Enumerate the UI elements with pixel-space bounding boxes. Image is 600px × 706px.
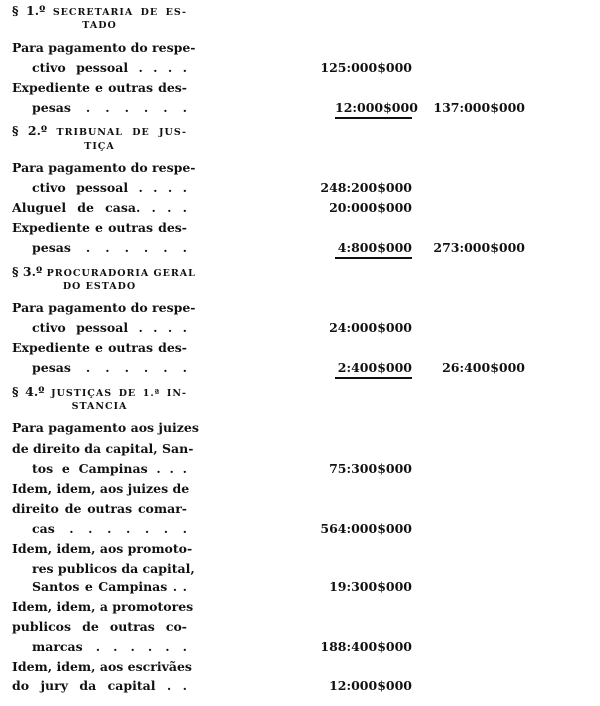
item-text: ctivo pessoal . . . . [32,180,187,195]
item-text: Idem, idem, aos promoto- [12,541,193,556]
item-text: marcas . . . . . . [32,639,187,654]
section-title-continuation: DO ESTADO [62,281,137,292]
section-total: 26:400$000 [442,360,525,375]
section-total: 273:000$000 [433,240,525,255]
section-total: 137:000$000 [433,100,525,115]
item-amount: 564:000$000 [320,521,412,536]
item-text: Idem, idem, aos juizes de [12,481,190,496]
item-text: pesas . . . . . . [32,360,187,375]
section-number: § 3.º [12,264,43,279]
item-amount: 12:000$000 [329,678,412,693]
item-text: de direito da capital, San- [12,441,194,456]
item-amount: 12:000$000 [335,100,412,119]
item-text: pesas . . . . . . [32,240,187,255]
section-title-continuation: STANCIA [71,401,128,412]
item-text: ctivo pessoal . . . . [32,320,187,335]
item-amount: 4:800$000 [335,240,412,259]
item-text: pesas . . . . . . [32,100,187,115]
item-text: Expediente e outras des- [12,220,187,235]
item-amount: 24:000$000 [329,320,412,335]
item-text: Para pagamento do respe- [12,40,196,55]
item-amount: 248:200$000 [320,180,412,195]
section-title: PROCURADORIA GERAL [46,268,196,279]
section-number: § 2.º [12,123,48,138]
item-text: Santos e Campinas . . [32,579,187,594]
item-text: do jury da capital . . [12,678,187,693]
section-title: JUSTIÇAS DE 1.ª IN- [51,388,187,399]
section-title: SECRETARIA DE ES- [52,7,187,18]
item-amount: 2:400$000 [335,360,412,379]
item-amount: 19:300$000 [329,579,412,594]
item-text: Idem, idem, a promotores [12,599,194,614]
item-text: Expediente e outras des- [12,80,187,95]
item-text: res publicos da capital, [32,561,195,576]
item-text: Para pagamento aos juizes [12,420,199,435]
item-text: Para pagamento do respe- [12,300,196,315]
item-amount: 75:300$000 [329,461,412,476]
item-amount: 20:000$000 [329,200,412,215]
item-text: cas . . . . . . . [32,521,187,536]
section-number: § 1.º [12,3,46,18]
item-text: ctivo pessoal . . . . [32,60,187,75]
item-text: Para pagamento do respe- [12,160,196,175]
item-text: Expediente e outras des- [12,340,187,355]
item-text: publicos de outras co- [12,619,187,634]
item-amount: 188:400$000 [320,639,412,654]
item-amount: 125:000$000 [320,60,412,75]
section-title-continuation: TIÇA [84,141,115,152]
section-title-continuation: TADO [82,20,117,31]
item-text: Aluguel de casa. . . . [12,200,187,215]
section-title: TRIBUNAL DE JUS- [56,127,187,138]
item-text: tos e Campinas . . . [32,461,187,476]
section-number: § 4.º [12,384,45,399]
item-text: direito de outras comar- [12,501,187,516]
item-text: Idem, idem, aos escrivães [12,659,192,674]
